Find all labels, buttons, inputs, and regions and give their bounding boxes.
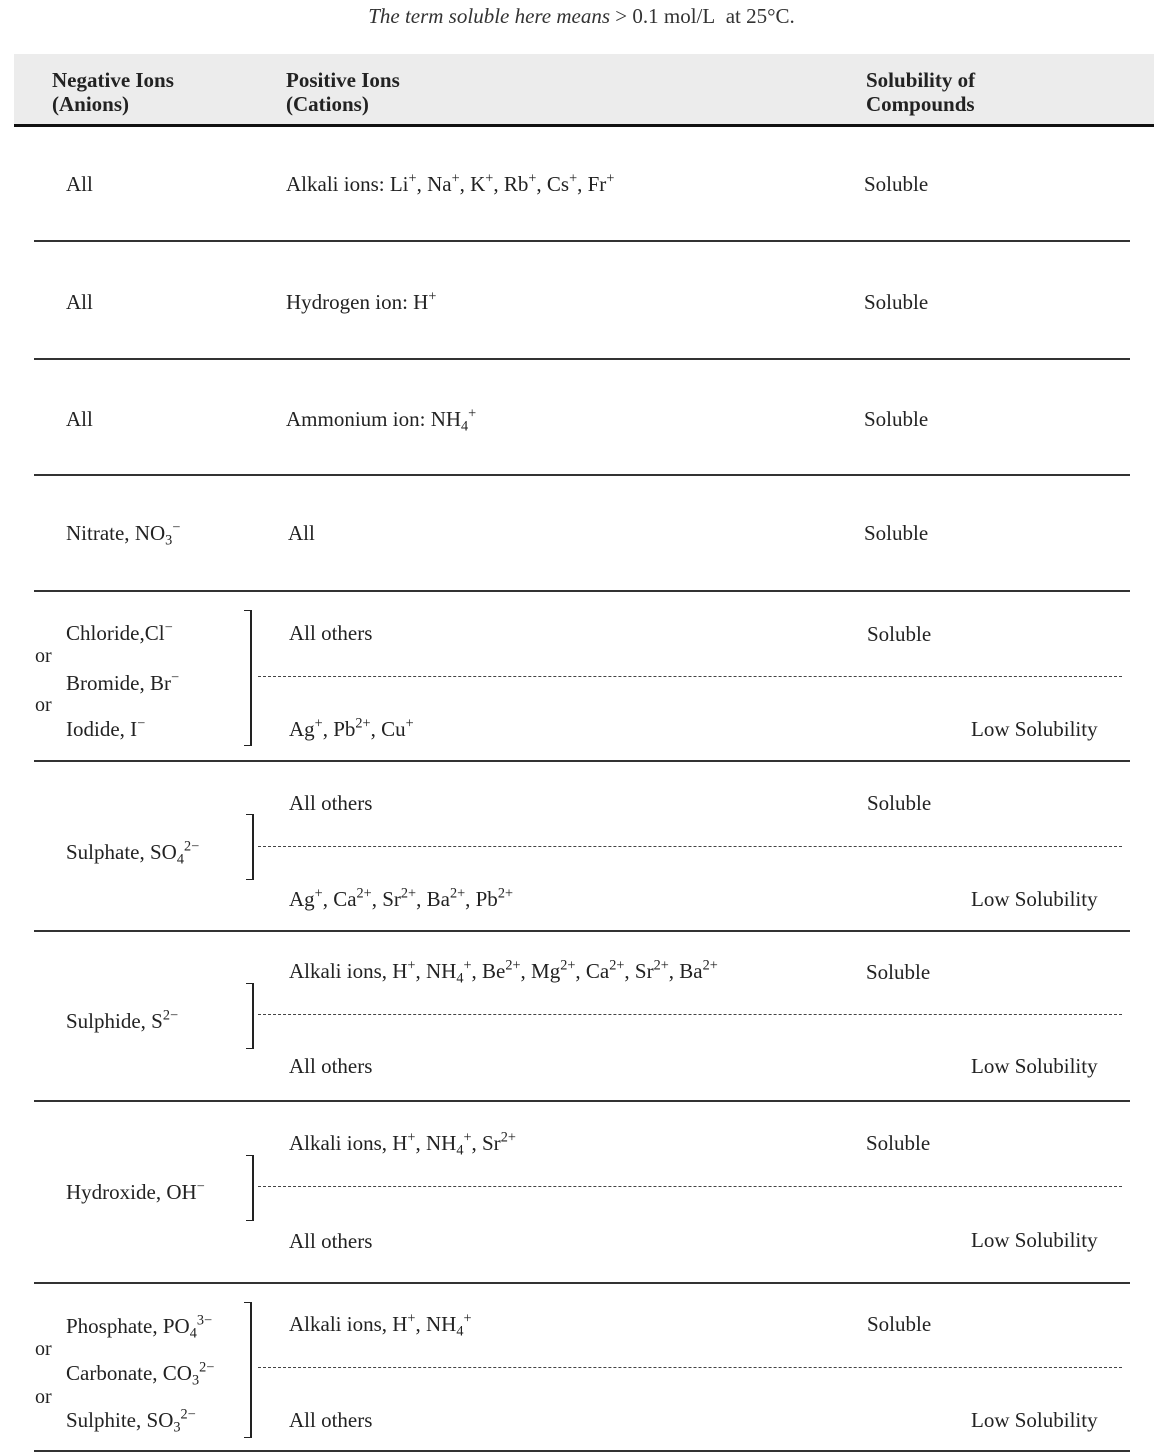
bracket <box>246 983 254 1049</box>
row2-cation: Hydrogen ion: H+ <box>286 288 437 314</box>
table-caption: The term soluble here means > 0.1 mol/L at 25°C. <box>368 4 795 28</box>
row7-cation-bottom: All others <box>289 1054 373 1078</box>
table-header <box>14 54 1154 126</box>
dashed-divider <box>258 1014 1122 1015</box>
row6-anion: Sulphate, $SO_4^{2-}$ <box>66 838 200 868</box>
row8-solubility-top: Soluble <box>866 1131 931 1155</box>
row6-solubility-bottom: Low Solubility <box>971 887 1098 911</box>
row5-anion-chloride: Chloride,Cl− <box>66 619 173 645</box>
dashed-divider <box>258 1186 1122 1187</box>
row3-solubility: Soluble <box>864 407 929 431</box>
dashed-divider <box>258 846 1122 847</box>
dashed-divider <box>258 676 1122 677</box>
or-label: or <box>35 1338 52 1360</box>
row-divider <box>34 760 1130 762</box>
row8-cation-bottom: All others <box>289 1229 373 1253</box>
row5-anion-bromide: Bromide, Br− <box>66 669 180 695</box>
row-divider <box>34 358 1130 360</box>
row1-cation: Alkali ions: Li+, Na+, K+, Rb+, Cs+, Fr+ <box>286 170 615 196</box>
row9-cation-bottom: All others <box>289 1408 373 1432</box>
row4-solubility: Soluble <box>864 521 929 545</box>
bracket <box>246 1155 254 1221</box>
row6-solubility-top: Soluble <box>867 791 932 815</box>
row8-cation-top: Alkali ions, H+, $NH_4^+$, $Sr^{2+}$ <box>289 1129 516 1159</box>
row9-anion-carbonate: Carbonate, $CO_3^{2-}$ <box>66 1359 215 1389</box>
row9-anion-sulphite: Sulphite, $SO_3^{2-}$ <box>66 1406 196 1436</box>
row2-anion: All <box>66 290 93 314</box>
row-divider <box>34 930 1130 932</box>
bracket <box>246 814 254 880</box>
row1-anion: All <box>66 172 93 196</box>
row8-solubility-bottom: Low Solubility <box>971 1228 1098 1252</box>
or-label: or <box>35 1386 52 1408</box>
row-divider <box>34 1450 1130 1452</box>
row9-cation-top: Alkali ions, H+, $NH_4^+$ <box>289 1310 472 1340</box>
row9-solubility-bottom: Low Solubility <box>971 1408 1098 1432</box>
row2-solubility: Soluble <box>864 290 929 314</box>
row-divider <box>34 474 1130 476</box>
row3-anion: All <box>66 407 93 431</box>
row-divider <box>34 1282 1130 1284</box>
or-label: or <box>35 694 52 716</box>
row-divider <box>34 590 1130 592</box>
row6-cation-bottom: Ag+, $Ca^{2+}$, $Sr^{2+}$, $Ba^{2+}$, $Pb^{2+}$ <box>289 885 513 911</box>
row4-cation: All <box>288 521 315 545</box>
header-cations: Positive Ions (Cations) <box>286 68 400 116</box>
row8-anion: Hydroxide, OH− <box>66 1178 205 1204</box>
row9-anion-phosphate: Phosphate, $PO_4^{3-}$ <box>66 1312 213 1342</box>
row6-cation-top: All others <box>289 791 373 815</box>
dashed-divider <box>258 1367 1122 1368</box>
row1-solubility: Soluble <box>864 172 929 196</box>
row-divider <box>34 240 1130 242</box>
row4-anion: Nitrate, $NO_3^-$ <box>66 519 181 549</box>
bracket <box>244 610 252 746</box>
row7-anion: Sulphide, $S^{2-}$ <box>66 1007 179 1033</box>
row-divider <box>34 1100 1130 1102</box>
row3-cation: Ammonium ion: $NH_4^+$ <box>286 405 477 435</box>
row5-solubility-bottom: Low Solubility <box>971 717 1098 741</box>
row7-solubility-top: Soluble <box>866 960 931 984</box>
header-rule <box>14 124 1154 127</box>
row7-solubility-bottom: Low Solubility <box>971 1054 1098 1078</box>
row7-cation-top: Alkali ions, H+, $NH_4^+$, $Be^{2+}$, $Mg^{2+}$, $Ca^{2+}$, $Sr^{2+}$, $Ba^{2+}$ <box>289 957 718 987</box>
row5-solubility-top: Soluble <box>867 622 932 646</box>
header-solubility: Solubility of Compounds <box>866 68 976 116</box>
bracket <box>244 1302 252 1438</box>
row5-cation-bottom: Ag+, $Pb^{2+}$, Cu+ <box>289 715 414 741</box>
row5-anion-iodide: Iodide, I− <box>66 715 146 741</box>
header-anions: Negative Ions (Anions) <box>52 68 174 116</box>
or-label: or <box>35 645 52 667</box>
row5-cation-top: All others <box>289 621 373 645</box>
row9-solubility-top: Soluble <box>867 1312 932 1336</box>
